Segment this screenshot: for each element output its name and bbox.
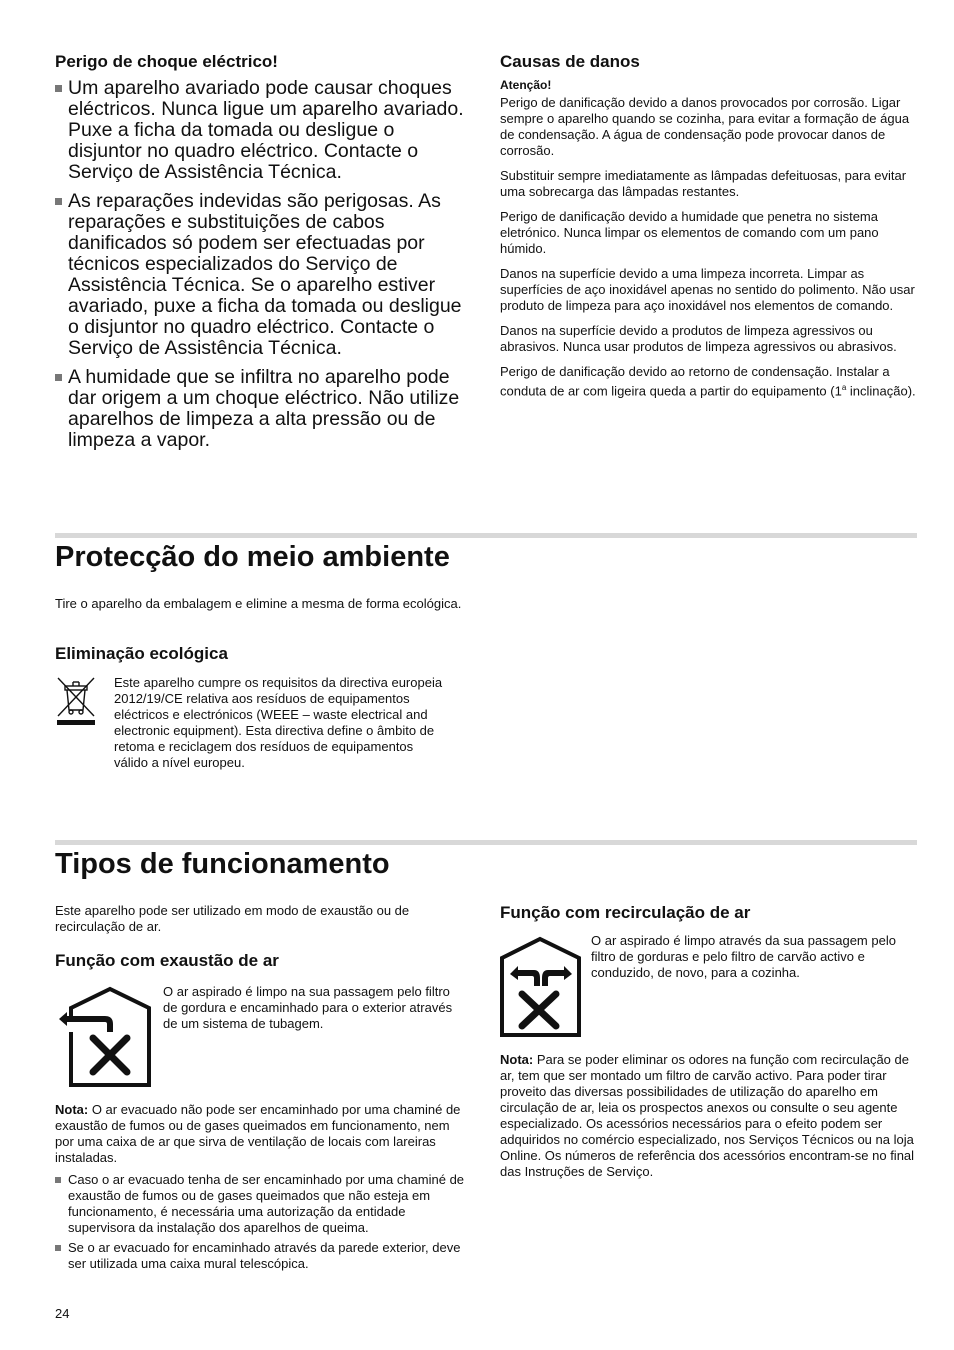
damage-paragraph-condensation bbox=[500, 364, 918, 399]
environment-intro: Tire o aparelho da embalagem e elimine a mesma de forma ecológica. bbox=[55, 596, 462, 611]
superscript: a bbox=[841, 383, 847, 392]
exhaust-heading: Função com exaustão de ar bbox=[55, 951, 279, 970]
list-item: Caso o ar evacuado tenha de ser encaminhado por uma chaminé de exaustão de fumos ou de gases queimados que não esteja em funcionamento, é necessária uma autorização da entidade supervisora da instalação dos aparelhos de queima. bbox=[55, 1172, 470, 1236]
weee-bin-icon bbox=[55, 676, 97, 726]
exhaust-text: O ar aspirado é limpo na sua passagem pelo filtro de gordura e encaminhado para o exterior através de um sistema de tubagem. bbox=[163, 984, 453, 1031]
modes-title: Tipos de funcionamento bbox=[55, 848, 390, 880]
condensation-text: Perigo de danificação devido ao retorno de condensação. Instalar a conduta de ar com ligeira queda a partir do equipamento (1 bbox=[500, 364, 890, 399]
list-item: Se o ar evacuado for encaminhado através da parede exterior, deve ser utilizada uma caixa mural telescópica. bbox=[55, 1240, 470, 1272]
damage-causes-heading: Causas de danos bbox=[500, 52, 640, 71]
damage-paragraph: Perigo de danificação devido a humidade que penetra no sistema eletrónico. Nunca limpar os elementos de comando com um pano húmido. bbox=[500, 209, 879, 256]
electric-shock-heading: Perigo de choque eléctrico! bbox=[55, 52, 278, 71]
recirculation-note bbox=[500, 1052, 918, 1180]
note-label: Nota: bbox=[500, 1052, 534, 1067]
electric-shock-section bbox=[55, 52, 470, 459]
damage-causes-section bbox=[500, 52, 918, 408]
recirculation-mode-icon bbox=[500, 936, 582, 1038]
eco-disposal-heading: Eliminação ecológica bbox=[55, 644, 228, 663]
recirculation-text: O ar aspirado é limpo através da sua passagem pelo filtro de gorduras e pelo filtro de carvão activo e conduzido, de novo, para a cozinha. bbox=[591, 933, 896, 980]
section-divider bbox=[55, 840, 917, 845]
list-item: As reparações indevidas são perigosas. As reparações e substituições de cabos danificados só podem ser efectuadas por técnicos especializados do Serviço de Assistência Técnica. Se o aparelho estiver avariado, puxe a ficha da tomada ou desligue o disjuntor no quadro eléctrico. Contacte o Serviço de Assistência Técnica. bbox=[55, 191, 470, 359]
exhaust-bullets bbox=[55, 1172, 470, 1272]
note-text: Para se poder eliminar os odores na função com recirculação de ar, tem que ser montado um filtro de carvão activo. Para poder tirar proveito das diversas possibilidades de utilização do aparelho em circulação de ar, leia os prospectos anexos ou consulte o seu agente especializado. Os acessórios necessários para o efeito podem ser adquiridos no comércio especializado, nos Serviços Técnicos ou na loja Online. Os números de referência dos acessórios encontram-se no final das Instruções de Serviço. bbox=[500, 1052, 915, 1179]
exhaust-note bbox=[55, 1102, 470, 1276]
note-label: Nota: bbox=[55, 1102, 89, 1117]
damage-paragraph: Substituir sempre imediatamente as lâmpadas defeituosas, para evitar uma sobrecarga das lâmpadas restantes. bbox=[500, 168, 907, 199]
damage-paragraph: Danos na superfície devido a uma limpeza incorreta. Limpar as superfícies de aço inoxidável apenas no sentido do polimento. Não usar produto de limpeza para aço inoxidável nos elementos de comando. bbox=[500, 266, 915, 313]
exhaust-mode-icon bbox=[55, 986, 152, 1088]
environment-title: Protecção do meio ambiente bbox=[55, 541, 450, 573]
weee-text: Este aparelho cumpre os requisitos da directiva europeia 2012/19/CE relativa aos resíduos de equipamentos eléctricos e electrónicos (WEEE – waste electrical and electronic equipment). Esta directiva define o âmbito de retoma e reciclagem dos resíduos de equipamentos válido a nível europeu. bbox=[114, 675, 443, 770]
list-item: Um aparelho avariado pode causar choques eléctricos. Nunca ligue um aparelho avariado. Puxe a ficha da tomada ou desligue o disjuntor no quadro eléctrico. Contacte o Serviço de Assistência Técnica. bbox=[55, 78, 470, 183]
damage-paragraphs bbox=[500, 95, 918, 399]
damage-paragraph: Danos na superfície devido a produtos de limpeza agressivos ou abrasivos. Nunca usar produtos de limpeza agressivos ou abrasivos. bbox=[500, 323, 897, 354]
section-divider bbox=[55, 533, 917, 538]
note-text: O ar evacuado não pode ser encaminhado por uma chaminé de exaustão de fumos ou de gases queimados em funcionamento, nem por uma caixa de ar que sirva de ventilação de locais com lareiras instaladas. bbox=[55, 1102, 461, 1165]
electric-shock-list bbox=[55, 78, 470, 451]
modes-intro: Este aparelho pode ser utilizado em modo de exaustão ou de recirculação de ar. bbox=[55, 903, 410, 934]
recirculation-heading: Função com recirculação de ar bbox=[500, 903, 751, 922]
list-item: A humidade que se infiltra no aparelho pode dar origem a um choque eléctrico. Não utilize aparelhos de limpeza a alta pressão ou de limpeza a vapor. bbox=[55, 367, 470, 451]
attention-label: Atenção! bbox=[500, 78, 552, 92]
damage-paragraph: Perigo de danificação devido a danos provocados por corrosão. Ligar sempre o aparelho quando se cozinha, para evitar a formação de água de condensação. A água de condensação pode provocar danos de corrosão. bbox=[500, 95, 910, 158]
condensation-text-end: inclinação). bbox=[846, 383, 916, 399]
page-number: 24 bbox=[55, 1306, 70, 1321]
